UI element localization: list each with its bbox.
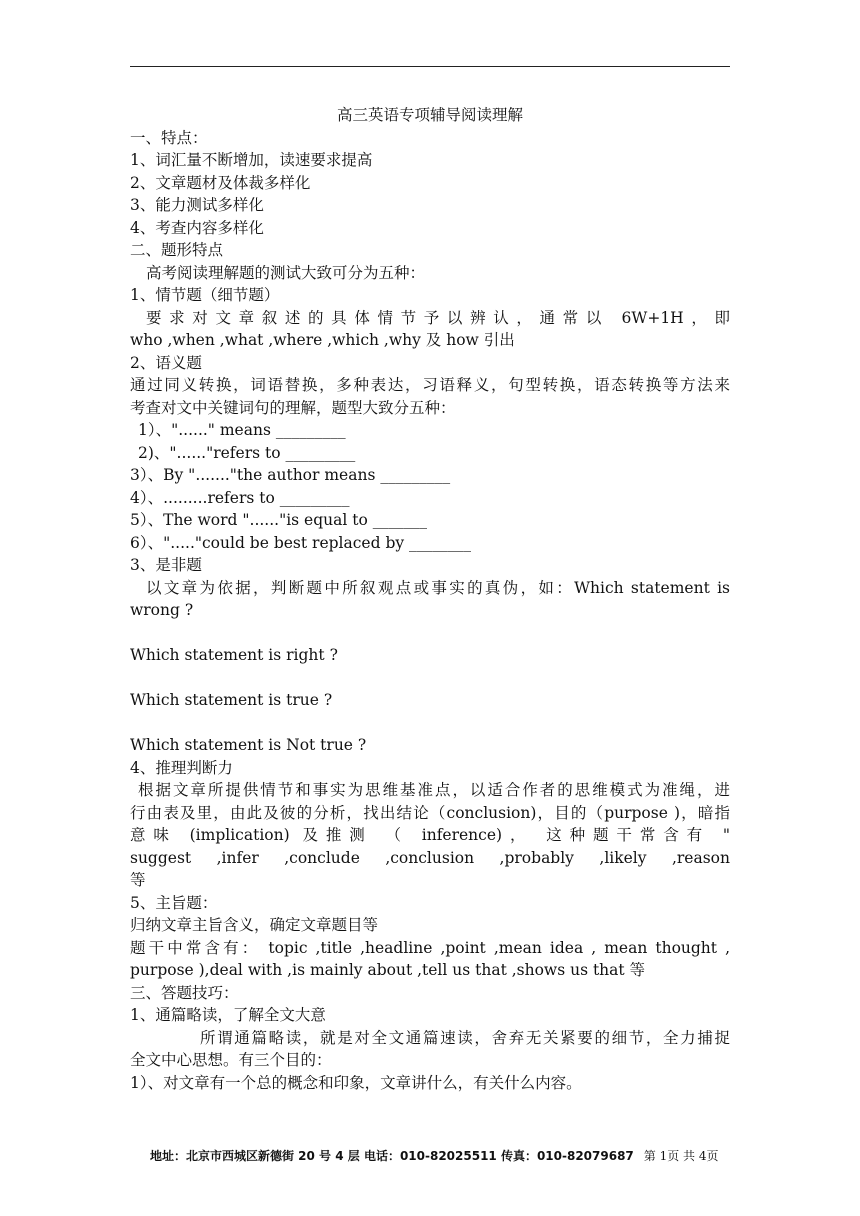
section-heading: 三、答题技巧：	[130, 983, 239, 1002]
list-item: 2、语义题	[130, 353, 202, 372]
paragraph-line: Which statement is right ?	[130, 646, 338, 664]
paragraph-line: 归纳文章主旨含义，确定文章题目等	[130, 916, 379, 934]
question-type-item: 2)、"......"refers to _________	[138, 443, 356, 462]
paragraph-line: 意味 (implication) 及推测 （ inference)， 这种题干常含有 "	[130, 826, 730, 844]
paragraph-line: 全文中心思想。有三个目的：	[130, 1051, 332, 1069]
question-type-item: 4）、.........refers to _________	[130, 488, 350, 507]
list-item: 4、推理判断力	[130, 758, 233, 777]
paragraph-line: 高考阅读理解题的测试大致可分为五种：	[146, 263, 426, 282]
footer-address: 地址：北京市西城区新德街 20 号 4 层 电话：010-82025511 传真：010-82079687	[150, 1149, 634, 1163]
blank-line	[130, 712, 730, 735]
section-heading: 一、特点：	[130, 128, 208, 147]
paragraph-line: Which statement is true ?	[130, 691, 333, 709]
blank-line	[130, 667, 730, 690]
paragraph-line: 通过同义转换，词语替换，多种表达，习语释义，句型转换，语态转换等方法来	[130, 376, 730, 394]
paragraph-line: who ,when ,what ,where ,which ,why 及 how 引出	[130, 331, 515, 349]
header-rule	[130, 66, 730, 67]
paragraph-line: 以文章为依据，判断题中所叙观点或事实的真伪，如：Which statement is	[146, 578, 730, 597]
list-item: 1）、对文章有一个总的概念和印象，文章讲什么，有关什么内容。	[130, 1073, 582, 1092]
section-heading: 二、题形特点	[130, 241, 224, 259]
paragraph-line: 等	[130, 871, 146, 889]
question-type-item: 5）、The word "......"is equal to _______	[130, 511, 427, 529]
list-item: 4、考查内容多样化	[130, 218, 264, 237]
list-item: 2、文章题材及体裁多样化	[130, 173, 311, 192]
list-item: 3、能力测试多样化	[130, 196, 264, 214]
paragraph-line: purpose ),deal with ,is mainly about ,tell us that ,shows us that 等	[130, 961, 646, 979]
paragraph-line: wrong ?	[130, 601, 194, 619]
question-type-item: 6）、"....."could be best replaced by ________	[130, 533, 472, 552]
list-item: 3、是非题	[130, 556, 202, 574]
paragraph-line: 题干中常含有： topic ,title ,headline ,point ,mean idea , mean thought ,	[130, 938, 730, 957]
footer-page-number: 第 1页 共 4页	[643, 1149, 719, 1163]
blank-line	[130, 622, 730, 645]
question-type-item: 3）、By "......."the author means _________	[130, 466, 451, 484]
document-title: 高三英语专项辅导阅读理解	[336, 106, 523, 124]
list-item: 1、词汇量不断增加，读速要求提高	[130, 151, 373, 169]
paragraph-line: 行由表及里，由此及彼的分析，找出结论（conclusion)，目的（purpose )，暗指	[130, 803, 730, 822]
paragraph-line: 根据文章所提供情节和事实为思维基准点，以适合作者的思维模式为准绳，进	[138, 781, 730, 799]
list-item: 1、通篇略读，了解全文大意	[130, 1006, 326, 1024]
paragraph-line: 要求对文章叙述的具体情节予以辨认，通常以 6W+1H，即	[146, 308, 730, 327]
paragraph-line: 考查对文中关键词句的理解，题型大致分五种：	[130, 398, 456, 417]
list-item: 1、情节题（细节题）	[130, 286, 280, 304]
paragraph-line: suggest ,infer ,conclude ,conclusion ,probably ,likely ,reason	[130, 848, 730, 867]
page-footer	[150, 1148, 750, 1164]
list-item: 5、主旨题：	[130, 893, 218, 912]
question-type-item: 1）、"......" means _________	[138, 421, 346, 439]
document-body	[130, 104, 730, 1094]
paragraph-line: 所谓通篇略读，就是对全文通篇速读，舍弃无关紧要的细节，全力捕捉	[200, 1028, 730, 1047]
paragraph-line: Which statement is Not true ?	[130, 736, 367, 754]
